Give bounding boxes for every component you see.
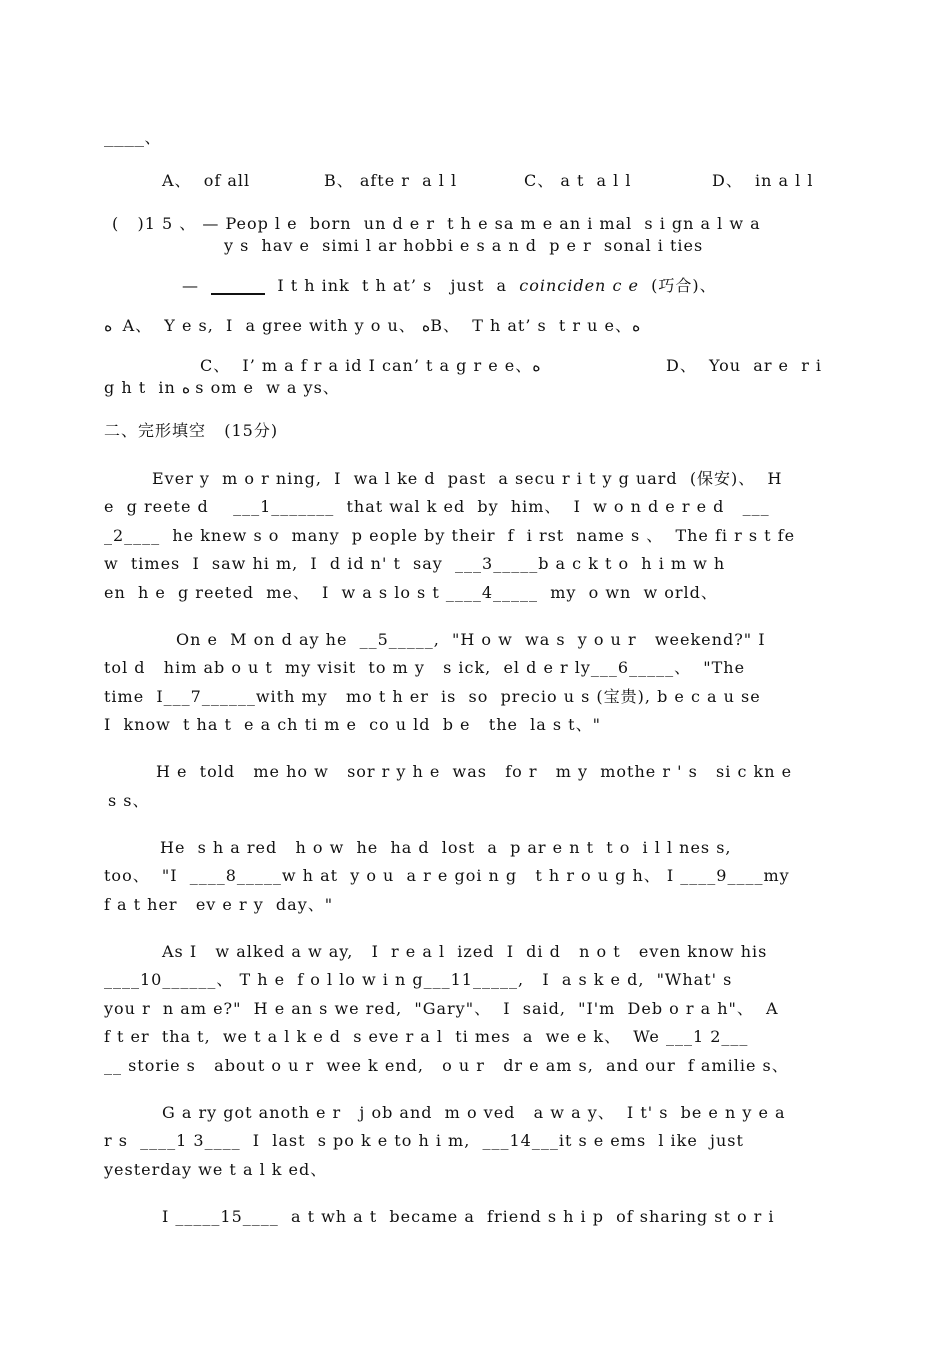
- passage-line: f a t her ev e r y day、": [104, 895, 334, 914]
- option-b: B、 afte r a l l: [324, 171, 458, 190]
- passage-line: r s ____1 3____ I last s po k e to h i m, ___14___it s e ems l ike just: [104, 1131, 744, 1150]
- passage-line: s s、: [108, 791, 150, 810]
- passage-line: On e M on d ay he __5_____, "H o w wa s y o u r weekend?" I: [176, 630, 766, 649]
- passage-line: e g reete d ___1_______ that wal k ed by him、 I w o n d e r e d ___: [104, 497, 770, 516]
- passage-line: f t er tha t, we t a l k e d s eve r a l ti mes a we e k、 We ___1 2___: [104, 1027, 749, 1046]
- q15-stem-line1: ( )1 5 、 — Peop l e born un d e r t h e sa m e an i mal s i gn a l w a: [112, 214, 761, 233]
- passage-line: Ever y m o r ning, I wa l ke d past a secu r i t y g uard (保安)、 H: [152, 469, 783, 488]
- q15-stem-line2: y s hav e simi l ar hobbi e s a n d p e r sonal i ties: [224, 236, 704, 255]
- passage-line: w times I saw hi m, I d id n' t say ___3_____b a c k t o h i m w h: [104, 554, 726, 573]
- passage-line: en h e g reeted me、 I w a s lo s t ____4_____ my o wn w orld、: [104, 583, 718, 602]
- passage-line: time I___7______with my mo t h er is so precio u s (宝贵), b e c a u se: [104, 687, 761, 706]
- reply-text: I t h ink t h at’ s just a: [265, 276, 508, 295]
- reply-dash: —: [182, 276, 199, 295]
- passage-line: _2____ he knew s o many p eople by their f i rst name s 、 The fi r s t fe: [104, 526, 796, 545]
- passage-line: ____10______、 T h e f o l lo w i n g___11_____, I a s k e d, "What' s: [104, 970, 733, 989]
- q15-option-d: D、 You ar e r i: [666, 356, 823, 375]
- q15-options-line1: ﻩ A、 Y e s, I a gree with y o u、 ﻩB、 T h at’ s t r u e、ﻩ: [104, 316, 641, 335]
- reply-gloss: (巧合)、: [651, 276, 717, 295]
- passage-line: __ storie s about o u r wee k end, o u r dr e am s, and our f amilie s、: [104, 1056, 789, 1075]
- option-d: D、 in a l l: [712, 171, 814, 190]
- section-heading: 二、完形填空 (15分): [104, 421, 279, 440]
- passage-line: tol d him ab o u t my visit to m y s ick, el d e r ly___6_____、 "The: [104, 658, 746, 677]
- q15-options-line3: g h t in ﻩ s om e w a ys、: [104, 378, 340, 397]
- q15-option-c: C、 I’ m a f r a id I can’ t a g r e e、ﻩ: [200, 356, 541, 375]
- passage-line: I _____15____ a t wh a t became a friend s h i p of sharing st o r i: [162, 1207, 775, 1226]
- passage-line: He s h a red h o w he ha d lost a p ar e n t t o i l l nes s,: [160, 838, 732, 857]
- passage-line: G a ry got anoth e r j ob and m o ved a w a y、 I t' s be e n y e a: [162, 1103, 786, 1122]
- passage-line: yesterday we t a l k ed、: [104, 1160, 328, 1179]
- passage-line: I know t ha t e a ch ti m e co u ld b e the la s t、": [104, 715, 601, 734]
- passage-line: too、 "I ____8_____w h at y o u a r e goi n g t h r o u g h、 I ____9____my: [104, 866, 790, 885]
- passage-line: As I w alked a w ay, I r e a l ized I di d n o t even know his: [162, 942, 768, 961]
- passage-line: H e told me ho w sor r y h e was fo r m y mothe r ' s si c kn e: [156, 762, 793, 781]
- q15-reply: [182, 275, 822, 297]
- option-a: A、 of all: [162, 171, 251, 190]
- reply-keyword: coinciden c e: [519, 276, 639, 295]
- option-c: C、 a t a l l: [524, 171, 632, 190]
- passage-line: you r n am e?" H e an s we red, "Gary"、 I said, "I'm Deb o r a h"、 A: [104, 999, 779, 1018]
- answer-blank-line: ____、: [104, 128, 162, 147]
- answer-blank: [211, 277, 265, 295]
